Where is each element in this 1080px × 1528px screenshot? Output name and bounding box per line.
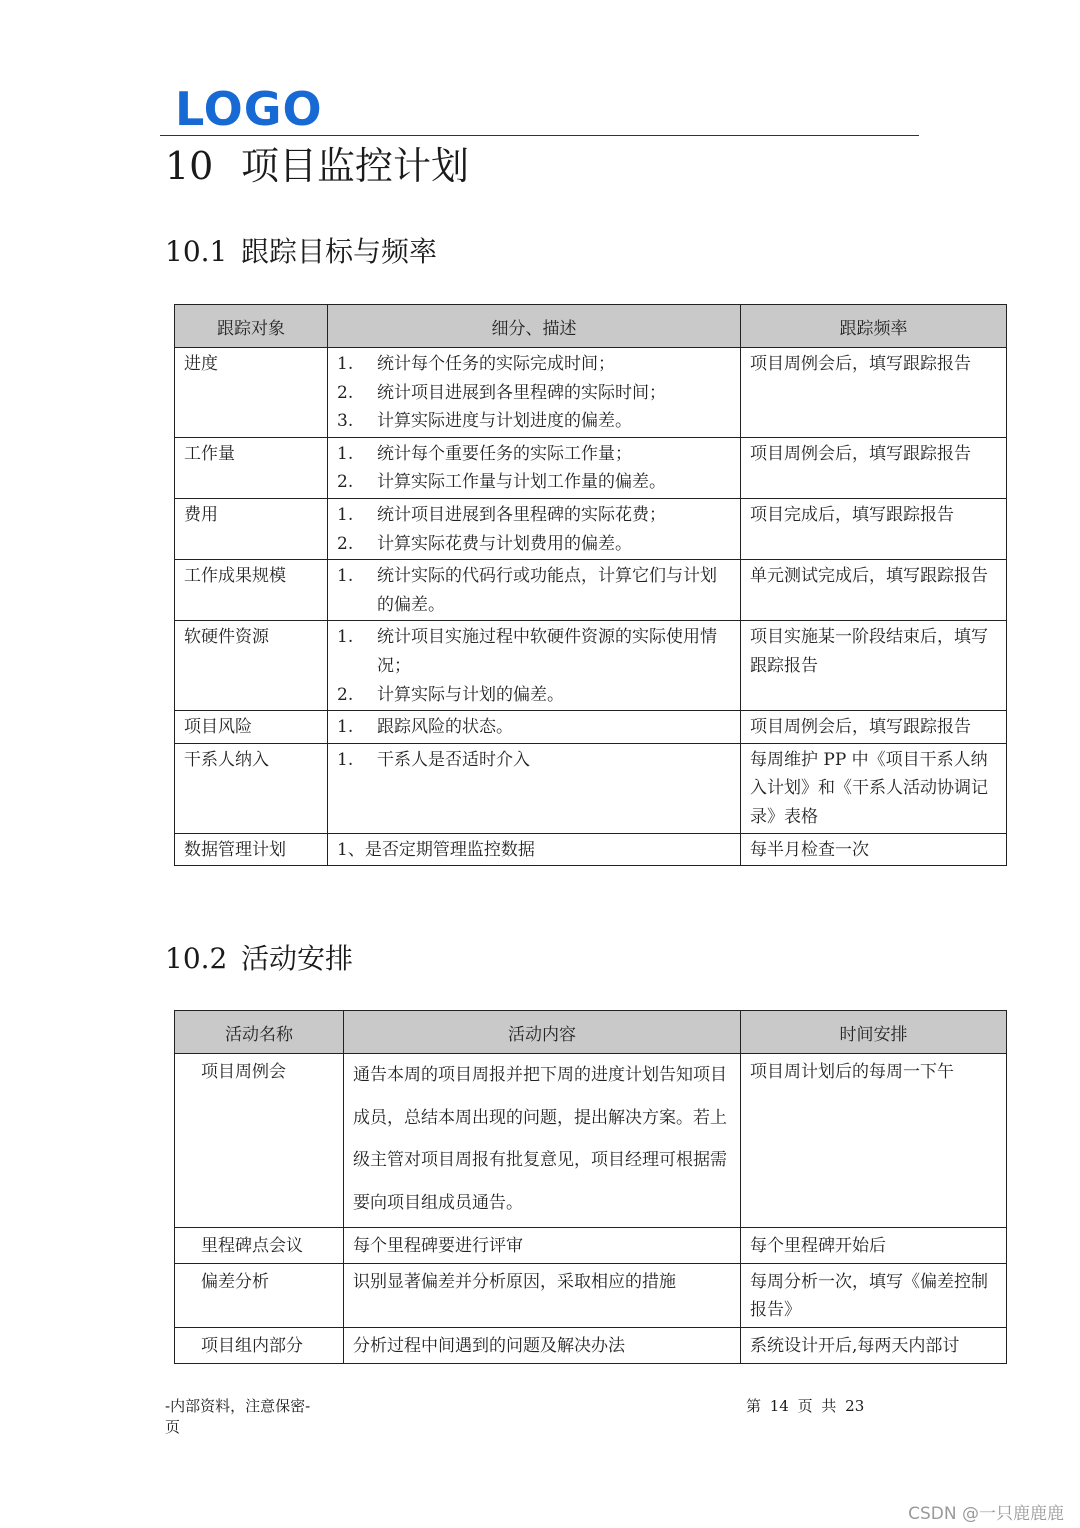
tracking-frequency-cell: 项目周例会后，填写跟踪报告 (741, 711, 1007, 744)
activity-time-cell: 项目周计划后的每周一下午 (741, 1054, 1007, 1228)
table-row (175, 1328, 1007, 1364)
list-item (337, 713, 732, 742)
column-header: 活动名称 (175, 1011, 344, 1054)
page-suffix: 页 (165, 1418, 181, 1436)
description-list (337, 501, 732, 558)
table-row (175, 498, 1007, 559)
list-item (337, 379, 732, 408)
section-number: 10.2 (165, 942, 228, 975)
tracking-object-cell: 干系人纳入 (175, 743, 328, 833)
table-row (175, 348, 1007, 438)
description-list (337, 836, 732, 865)
section-title-text: 活动安排 (241, 942, 354, 975)
list-item (337, 623, 732, 680)
tracking-object-cell: 数据管理计划 (175, 833, 328, 866)
description-list (337, 623, 732, 709)
activity-name-cell: 项目组内部分 (175, 1328, 344, 1364)
activity-content-cell: 每个里程碑要进行评审 (344, 1228, 741, 1264)
column-header: 跟踪频率 (741, 305, 1007, 348)
description-list (337, 440, 732, 497)
tracking-description-cell (328, 498, 741, 559)
item-text: 统计每个任务的实际完成时间； (377, 354, 615, 374)
tracking-description-cell (328, 743, 741, 833)
activity-name-cell: 偏差分析 (175, 1264, 344, 1328)
activity-table (174, 1010, 1007, 1364)
list-item (337, 530, 732, 559)
description-list (337, 713, 732, 742)
tracking-table (174, 304, 1007, 866)
item-number: 1. (337, 627, 354, 648)
item-number: 2. (337, 684, 354, 705)
item-text: 统计项目进展到各里程碑的实际时间； (377, 382, 666, 403)
tracking-object-cell: 项目风险 (175, 711, 328, 744)
section-title (165, 941, 353, 977)
activity-time-cell: 每周分析一次，填写《偏差控制报告》 (741, 1264, 1007, 1328)
item-number: 2. (337, 472, 354, 493)
confidential-note: -内部资料，注意保密- (165, 1397, 311, 1415)
list-item (337, 501, 732, 530)
description-list (337, 746, 732, 775)
tracking-frequency-cell: 每半月检查一次 (741, 833, 1007, 866)
tracking-object-cell: 软硬件资源 (175, 621, 328, 711)
item-number: 1. (337, 504, 354, 525)
item-text: 统计项目进展到各里程碑的实际花费； (377, 504, 666, 525)
item-text: 统计项目实施过程中软硬件资源的实际使用情况； (377, 627, 717, 676)
activity-name-cell: 里程碑点会议 (175, 1228, 344, 1264)
list-item (337, 440, 732, 469)
company-logo: LOGO (175, 82, 323, 136)
table-row (175, 621, 1007, 711)
item-text: 计算实际花费与计划费用的偏差。 (377, 533, 632, 554)
tracking-frequency-cell: 每周维护 PP 中《项目干系人纳入计划》和《干系人活动协调记录》表格 (741, 743, 1007, 833)
tracking-description-cell (328, 560, 741, 621)
table-row (175, 437, 1007, 498)
section-title (165, 234, 437, 270)
column-header: 细分、描述 (328, 305, 741, 348)
item-number: 1. (337, 717, 354, 738)
footer-confidential (165, 1396, 310, 1438)
activity-content-cell: 识别显著偏差并分析原因，采取相应的措施 (344, 1264, 741, 1328)
item-number: 3. (337, 411, 354, 432)
chapter-title (165, 142, 469, 190)
activity-time-cell: 系统设计开后,每两天内部讨 (741, 1328, 1007, 1364)
list-item (337, 350, 732, 379)
description-list (337, 562, 732, 619)
tracking-frequency-cell: 单元测试完成后，填写跟踪报告 (741, 560, 1007, 621)
tracking-object-cell: 工作成果规模 (175, 560, 328, 621)
item-number: 1. (337, 354, 354, 374)
activity-content-cell: 分析过程中间遇到的问题及解决办法 (344, 1328, 741, 1364)
list-item (337, 562, 732, 619)
activity-name-cell: 项目周例会 (175, 1054, 344, 1228)
item-text: 计算实际与计划的偏差。 (377, 684, 564, 705)
list-item (337, 468, 732, 497)
table-row (175, 1264, 1007, 1328)
item-number: 1. (337, 566, 354, 587)
item-text: 跟踪风险的状态。 (377, 717, 513, 738)
list-item (337, 746, 732, 775)
watermark: CSDN @一只鹿鹿鹿 (908, 1504, 1064, 1524)
tracking-object-cell: 进度 (175, 348, 328, 438)
item-number: 2. (337, 382, 354, 403)
tracking-description-cell (328, 711, 741, 744)
column-header: 跟踪对象 (175, 305, 328, 348)
tracking-description-cell (328, 833, 741, 866)
chapter-title-text: 项目监控计划 (241, 144, 470, 188)
item-number: 1. (337, 443, 354, 464)
tracking-description-cell (328, 348, 741, 438)
chapter-number: 10 (165, 144, 214, 188)
tracking-frequency-cell: 项目周例会后，填写跟踪报告 (741, 348, 1007, 438)
item-text: 统计每个重要任务的实际工作量； (377, 443, 632, 464)
section-title-text: 跟踪目标与频率 (241, 235, 438, 268)
column-header: 活动内容 (344, 1011, 741, 1054)
activity-content-cell: 通告本周的项目周报并把下周的进度计划告知项目成员，总结本周出现的问题，提出解决方案。若上级主管对项目周报有批复意见，项目经理可根据需要向项目组成员通告。 (344, 1054, 741, 1228)
header-rule (160, 135, 919, 136)
table-row (175, 1054, 1007, 1228)
section-number: 10.1 (165, 235, 228, 268)
tracking-object-cell: 工作量 (175, 437, 328, 498)
tracking-description-cell (328, 437, 741, 498)
tracking-frequency-cell: 项目完成后，填写跟踪报告 (741, 498, 1007, 559)
table-row (175, 833, 1007, 866)
item-text: 干系人是否适时介入 (377, 749, 530, 770)
item-text: 1、是否定期管理监控数据 (337, 839, 535, 860)
item-text: 计算实际工作量与计划工作量的偏差。 (377, 472, 666, 493)
list-item (337, 407, 732, 436)
table-row (175, 711, 1007, 744)
item-text: 统计实际的代码行或功能点，计算它们与计划的偏差。 (377, 566, 717, 615)
table-row (175, 1228, 1007, 1264)
tracking-frequency-cell: 项目实施某一阶段结束后，填写跟踪报告 (741, 621, 1007, 711)
table-row (175, 743, 1007, 833)
column-header: 时间安排 (741, 1011, 1007, 1054)
activity-time-cell: 每个里程碑开始后 (741, 1228, 1007, 1264)
tracking-object-cell: 费用 (175, 498, 328, 559)
table-row (175, 560, 1007, 621)
page-number: 第 14 页 共 23 (746, 1397, 865, 1415)
list-item (337, 681, 732, 710)
description-list (337, 350, 732, 436)
list-item (337, 836, 732, 865)
tracking-description-cell (328, 621, 741, 711)
item-number: 1. (337, 749, 354, 770)
item-number: 2. (337, 533, 354, 554)
item-text: 计算实际进度与计划进度的偏差。 (377, 411, 632, 432)
tracking-frequency-cell: 项目周例会后，填写跟踪报告 (741, 437, 1007, 498)
